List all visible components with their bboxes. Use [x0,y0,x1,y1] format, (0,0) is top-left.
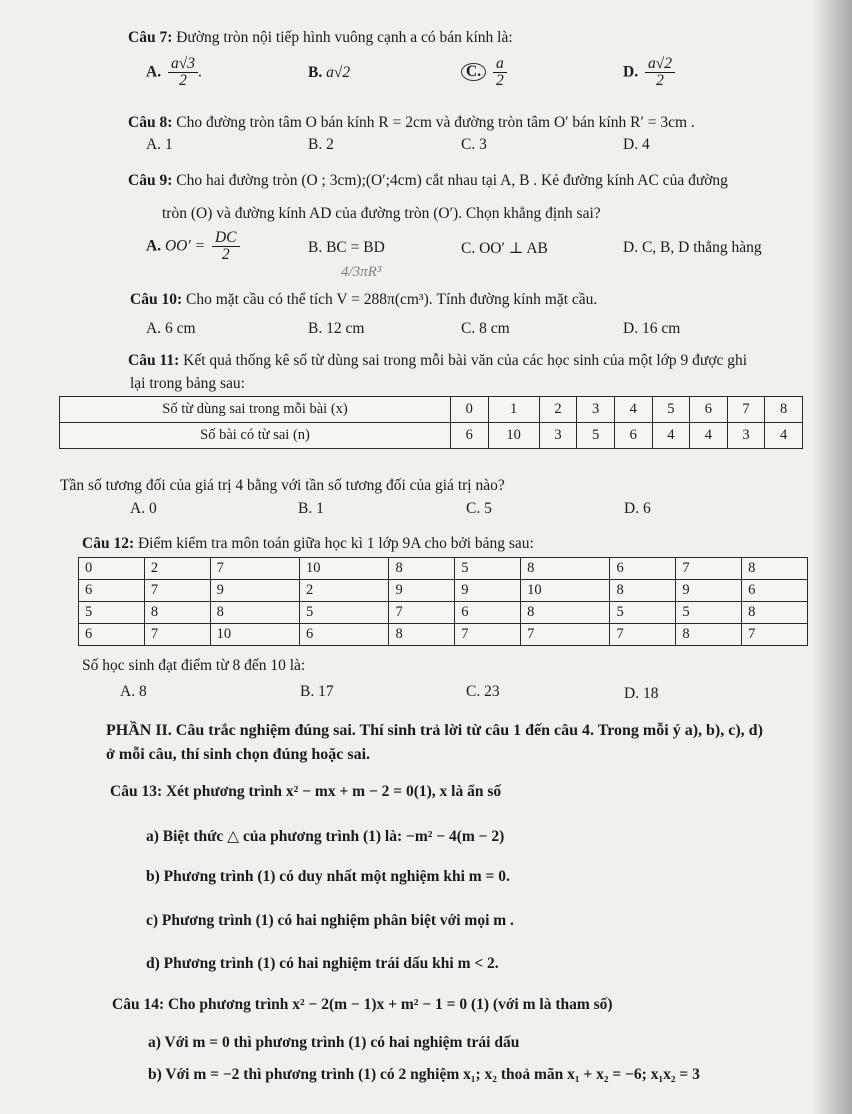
table-cell: 4 [765,423,803,449]
table-cell: 4 [614,397,652,423]
table-row [79,580,808,602]
q13-stem [110,783,501,801]
q9-option-a[interactable] [146,230,240,264]
q14-label: Câu 14: [112,996,165,1013]
table-cell: 8 [742,558,808,580]
q11-frequency-table [59,396,803,449]
table-cell: 8 [389,558,455,580]
q7-option-d-den: 2 [656,72,664,90]
q12-label: Câu 12: [82,535,135,552]
q14-text: Cho phương trình x² − 2(m − 1)x + m² − 1 = 0 (1) (với m là tham số) [167,996,613,1013]
q8-option-a[interactable]: A. 1 [146,136,173,153]
q9-option-a-letter: A. [146,237,162,255]
table-cell: 7 [676,558,742,580]
q13-item-c[interactable]: c) Phương trình (1) có hai nghiệm phân biệt với mọi m . [146,912,514,929]
table-cell: 5 [610,602,676,624]
table-cell: 5 [455,558,521,580]
q7-option-a-letter: A. [146,63,162,81]
table-cell: 6 [451,423,489,449]
q11-option-b[interactable]: B. 1 [298,500,324,517]
table-cell: 10 [521,580,610,602]
q7-option-c-letter: C. [461,63,486,81]
q7-option-c-den: 2 [495,72,504,90]
table-cell: 6 [742,580,808,602]
q7-option-b-text: a√2 [326,64,351,81]
q7-option-c[interactable] [461,56,507,90]
q12-option-a[interactable]: A. 8 [120,683,147,700]
table-cell: 8 [676,624,742,646]
table-cell: 6 [690,397,728,423]
table-cell: 5 [79,602,145,624]
q10-text: Cho mặt cầu có thể tích V = 288π(cm³). Tính đường kính mặt cầu. [185,291,598,308]
table-cell: 7 [727,397,765,423]
table-cell: 8 [765,397,803,423]
table-cell: 3 [539,423,577,449]
table-cell: 8 [742,602,808,624]
table-header-cell: Số bài có từ sai (n) [60,423,451,449]
table-cell: 7 [389,602,455,624]
table-cell: 0 [79,558,145,580]
table-cell: 7 [521,624,610,646]
table-cell: 0 [451,397,489,423]
q9-line1: Cho hai đường tròn (O ; 3cm);(O′;4cm) cắt nhau tại A, B . Kẻ đường kính AC của đường [176,172,728,189]
table-cell: 10 [488,423,539,449]
q10-option-a[interactable]: A. 6 cm [146,320,196,337]
q11-option-c[interactable]: C. 5 [466,500,492,517]
q9-option-c[interactable]: C. OO′ ⊥ AB [461,240,548,257]
q12-option-b[interactable]: B. 17 [300,683,334,700]
q10-option-c[interactable]: C. 8 cm [461,320,510,337]
q7-option-a[interactable] [146,56,202,90]
table-cell: 6 [614,423,652,449]
q14-stem [112,996,613,1014]
q7-option-a-den: 2 [179,72,187,90]
table-cell: 8 [210,602,299,624]
q12-text: Điểm kiểm tra môn toán giữa học kì 1 lớp 9A cho bởi bảng sau: [137,535,534,552]
table-cell: 2 [539,397,577,423]
table-cell: 2 [300,580,389,602]
q12-option-c[interactable]: C. 23 [466,683,500,700]
q7-option-a-suffix: . [197,63,202,81]
q11-option-a[interactable]: A. 0 [130,500,157,517]
q7-label: Câu 7: [128,29,173,46]
q11-line1: Kết quả thống kê số từ dùng sai trong mỗi bài văn của các học sinh của một lớp 9 được ghi [183,352,748,369]
page-edge-shadow [812,0,852,1114]
table-cell: 7 [144,624,210,646]
table-cell: 8 [521,558,610,580]
q11-stem-line1 [128,352,747,370]
table-cell: 8 [521,602,610,624]
table-cell: 4 [652,423,690,449]
q12-question: Số học sinh đạt điểm từ 8 đến 10 là: [82,657,306,674]
table-cell: 9 [455,580,521,602]
q12-option-d[interactable]: D. 18 [624,685,659,702]
q10-option-d[interactable]: D. 16 cm [623,320,681,337]
table-cell: 5 [676,602,742,624]
table-cell: 9 [389,580,455,602]
table-cell: 5 [300,602,389,624]
q9-stem-line2: tròn (O) và đường kính AD của đường tròn (O′). Chọn khẳng định sai? [162,205,601,222]
q8-option-c[interactable]: C. 3 [461,136,487,153]
q13-text: Xét phương trình x² − mx + m − 2 = 0(1), x là ẩn số [165,783,502,800]
q8-text: Cho đường tròn tâm O bán kính R = 2cm và đường tròn tâm O′ bán kính R′ = 3cm . [176,114,695,131]
q10-option-b[interactable]: B. 12 cm [308,320,365,337]
table-cell: 8 [610,580,676,602]
q8-label: Câu 8: [128,114,173,131]
table-row [79,558,808,580]
q8-option-d[interactable]: D. 4 [623,136,650,153]
q14-item-a[interactable]: a) Với m = 0 thì phương trình (1) có hai nghiệm trái dấu [148,1034,520,1051]
table-cell: 8 [144,602,210,624]
q10-label: Câu 10: [130,291,183,308]
table-cell: 7 [144,580,210,602]
table-cell: 3 [577,397,615,423]
q7-text: Đường tròn nội tiếp hình vuông cạnh a có bán kính là: [176,29,513,46]
table-cell: 8 [389,624,455,646]
q7-option-d[interactable] [623,56,675,90]
table-cell: 6 [79,580,145,602]
q8-option-b[interactable]: B. 2 [308,136,334,153]
table-cell: 6 [300,624,389,646]
part2-header-line1: PHẦN II. Câu trắc nghiệm đúng sai. Thí sinh trả lời từ câu 1 đến câu 4. Trong mỗi ý a), b), c), d) [106,722,763,739]
q11-option-d[interactable]: D. 6 [624,500,651,517]
q14-item-b[interactable]: b) Với m = −2 thì phương trình (1) có 2 nghiệm x₁; x₂ thoả mãn x₁ + x₂ = −6; x₁x₂ = 3 [148,1066,700,1083]
table-cell: 6 [610,558,676,580]
table-row [60,397,803,423]
table-cell: 4 [690,423,728,449]
q12-scores-table [78,557,808,646]
table-cell: 7 [742,624,808,646]
table-cell: 2 [144,558,210,580]
q9-option-a-den: 2 [221,246,230,264]
q7-option-d-num: a√2 [645,56,675,73]
table-header-cell: Số từ dùng sai trong mỗi bài (x) [60,397,451,423]
q9-option-d[interactable]: D. C, B, D thẳng hàng [623,239,762,256]
table-row [79,602,808,624]
table-row [60,423,803,449]
q9-option-a-num: DC [212,230,240,247]
q11-question: Tần số tương đối của giá trị 4 bằng với tần số tương đối của giá trị nào? [60,477,505,494]
q13-label: Câu 13: [110,783,163,800]
table-cell: 7 [610,624,676,646]
table-cell: 1 [488,397,539,423]
q9-option-b[interactable]: B. BC = BD [308,239,385,256]
table-cell: 9 [676,580,742,602]
table-cell: 5 [652,397,690,423]
q13-item-d[interactable]: d) Phương trình (1) có hai nghiệm trái dấu khi m < 2. [146,955,499,972]
q7-option-c-num: a [493,56,507,73]
q7-option-d-letter: D. [623,63,639,81]
table-cell: 7 [210,558,299,580]
q11-stem-line2: lại trong bảng sau: [130,375,245,392]
q7-option-b-letter: B. [308,64,323,81]
table-cell: 10 [210,624,299,646]
q9-stem-line1 [128,172,728,190]
table-cell: 5 [577,423,615,449]
q9-label: Câu 9: [128,172,173,189]
q11-label: Câu 11: [128,352,180,369]
q9-option-a-lhs: OO′ = [164,237,206,255]
q13-item-b[interactable]: b) Phương trình (1) có duy nhất một nghiệm khi m = 0. [146,868,510,885]
table-cell: 3 [727,423,765,449]
q7-option-a-num: a√3 [168,56,198,73]
table-cell: 9 [210,580,299,602]
handwritten-note: 4/3πR³ [341,264,382,280]
q8-stem [128,114,695,132]
q7-option-b[interactable] [308,64,350,82]
q10-stem [130,291,597,309]
table-cell: 7 [455,624,521,646]
q7-stem [128,29,513,47]
table-cell: 10 [300,558,389,580]
table-cell: 6 [79,624,145,646]
table-cell: 6 [455,602,521,624]
part2-header-line2: ở mỗi câu, thí sinh chọn đúng hoặc sai. [106,746,371,763]
q13-item-a[interactable]: a) Biệt thức △ của phương trình (1) là: −m² − 4(m − 2) [146,828,505,845]
q12-stem [82,535,534,553]
table-row [79,624,808,646]
